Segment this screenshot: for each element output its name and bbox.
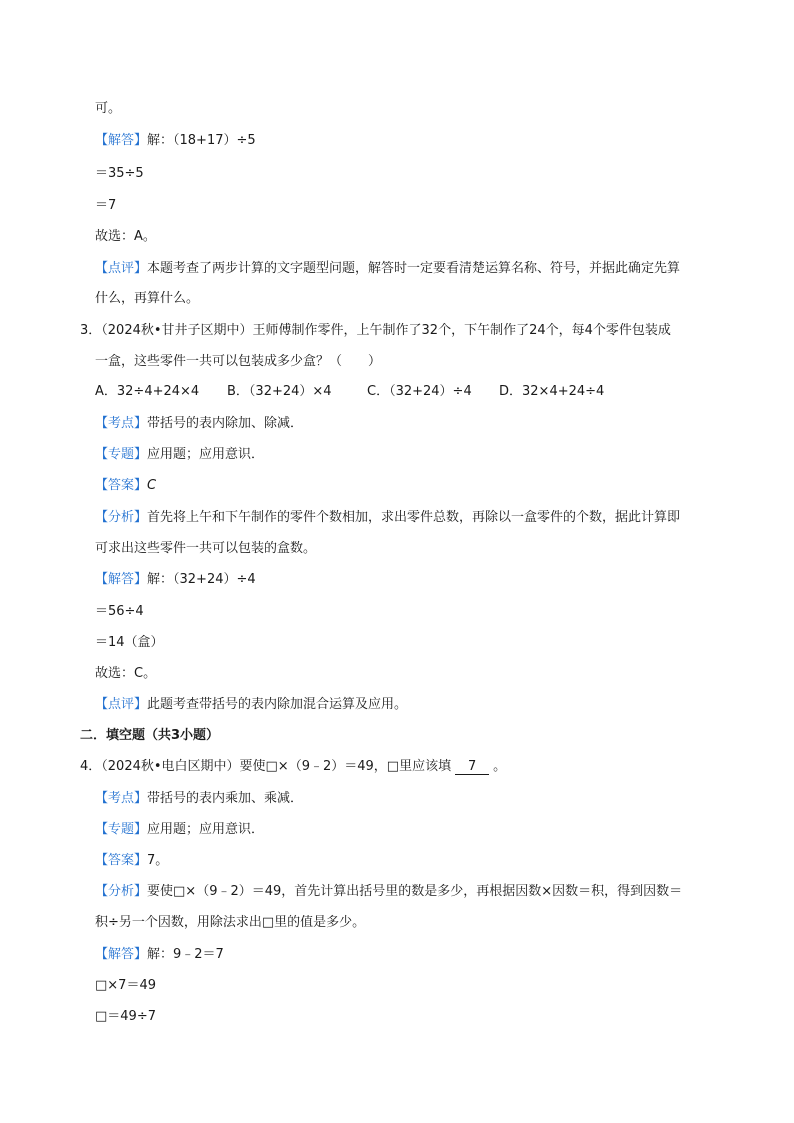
q2-solution-line-1 <box>95 132 256 150</box>
q4-zhuanti-text: 应用题；应用意识． <box>147 822 265 837</box>
q4-solution-line-1 <box>95 946 224 964</box>
tag-zhuanti: 【专题】 <box>95 822 148 837</box>
tag-daan: 【答案】 <box>95 478 148 493</box>
q2-solution-line-3: ＝7 <box>95 198 117 213</box>
q4-analysis-text: 要使□×（9﹣2）＝49，首先计算出括号里的数是多少，再根据因数×因数＝积，得到因数＝ <box>147 884 683 899</box>
q3-stem-line-1: 3．（2024秋•甘井子区期中）王师傅制作零件，上午制作了32个，下午制作了24个，每4个零件包装成 <box>80 323 671 338</box>
q3-stem-line-2: 一盒，这些零件一共可以包装成多少盒？（ ） <box>95 354 382 369</box>
q3-zhuanti-text: 应用题；应用意识． <box>147 447 265 462</box>
tag-fenxi: 【分析】 <box>95 884 148 899</box>
q3-option-c: C．（32+24）÷4 <box>367 384 472 399</box>
q2-solution-text: 解：（18+17）÷5 <box>147 133 256 148</box>
q4-stem-end: 。 <box>493 759 507 774</box>
q3-solution-line-2: ＝56÷4 <box>95 604 144 619</box>
q3-solution-line-1 <box>95 571 256 589</box>
q4-answer <box>95 852 168 870</box>
q2-comment-line-1 <box>95 260 680 278</box>
q4-solution-line-3: □＝49÷7 <box>95 1009 156 1024</box>
tag-daan: 【答案】 <box>95 853 148 868</box>
q3-analysis-line-1 <box>95 509 680 527</box>
section-title: 二．填空题（共3小题） <box>80 728 220 743</box>
q3-answer <box>95 477 156 495</box>
tag-kaodian: 【考点】 <box>95 416 148 431</box>
q4-stem <box>80 758 506 776</box>
q3-zhuanti <box>95 446 264 464</box>
q4-answer-text: 7。 <box>147 853 169 868</box>
q4-solution-text: 解：9﹣2＝7 <box>147 947 224 962</box>
tag-answer-process: 【解答】 <box>95 572 148 587</box>
q3-answer-text: C <box>147 478 157 493</box>
q4-solution-line-2: □×7＝49 <box>95 978 156 993</box>
q3-solution-line-3: ＝14（盒） <box>95 635 164 650</box>
tag-fenxi: 【分析】 <box>95 510 148 525</box>
q3-option-a: A．32÷4+24×4 <box>95 384 200 399</box>
q2-comment-text: 本题考查了两步计算的文字题型问题，解答时一定要看清楚运算名称、符号，并据此确定先算 <box>147 261 681 276</box>
q3-option-d: D．32×4+24÷4 <box>499 384 605 399</box>
q3-choice: 故选：C。 <box>95 666 157 681</box>
q3-options <box>95 383 604 401</box>
q4-zhuanti <box>95 821 264 839</box>
q2-continuation: 可。 <box>95 101 122 116</box>
q3-analysis-text: 首先将上午和下午制作的零件个数相加，求出零件总数，再除以一盒零件的个数，据此计算即 <box>147 510 681 525</box>
q2-choice: 故选：A。 <box>95 229 156 244</box>
q3-analysis-line-2: 可求出这些零件一共可以包装的盒数。 <box>95 541 317 556</box>
q4-answer-blank: 7 <box>455 759 489 775</box>
q2-comment-line-2: 什么，再算什么。 <box>95 291 200 306</box>
q4-stem-text: 4．（2024秋•电白区期中）要使□×（9﹣2）＝49，□里应该填 <box>80 759 452 774</box>
q4-analysis-line-1 <box>95 883 682 901</box>
q4-kaodian <box>95 790 303 808</box>
tag-zhuanti: 【专题】 <box>95 447 148 462</box>
q3-kaodian-text: 带括号的表内除加、除减． <box>147 416 304 431</box>
tag-comment: 【点评】 <box>95 697 148 712</box>
q4-kaodian-text: 带括号的表内乘加、乘减． <box>147 791 304 806</box>
q3-comment-text: 此题考查带括号的表内除加混合运算及应用。 <box>147 697 408 712</box>
q2-solution-line-2: ＝35÷5 <box>95 166 144 181</box>
tag-answer-process: 【解答】 <box>95 947 148 962</box>
tag-comment: 【点评】 <box>95 261 148 276</box>
tag-kaodian: 【考点】 <box>95 791 148 806</box>
q3-option-b: B．（32+24）×4 <box>227 384 332 399</box>
q3-kaodian <box>95 415 303 433</box>
q3-comment <box>95 696 407 714</box>
q4-analysis-line-2: 积÷另一个因数，用除法求出□里的值是多少。 <box>95 915 366 930</box>
tag-answer-process: 【解答】 <box>95 133 148 148</box>
q3-solution-text: 解：（32+24）÷4 <box>147 572 256 587</box>
